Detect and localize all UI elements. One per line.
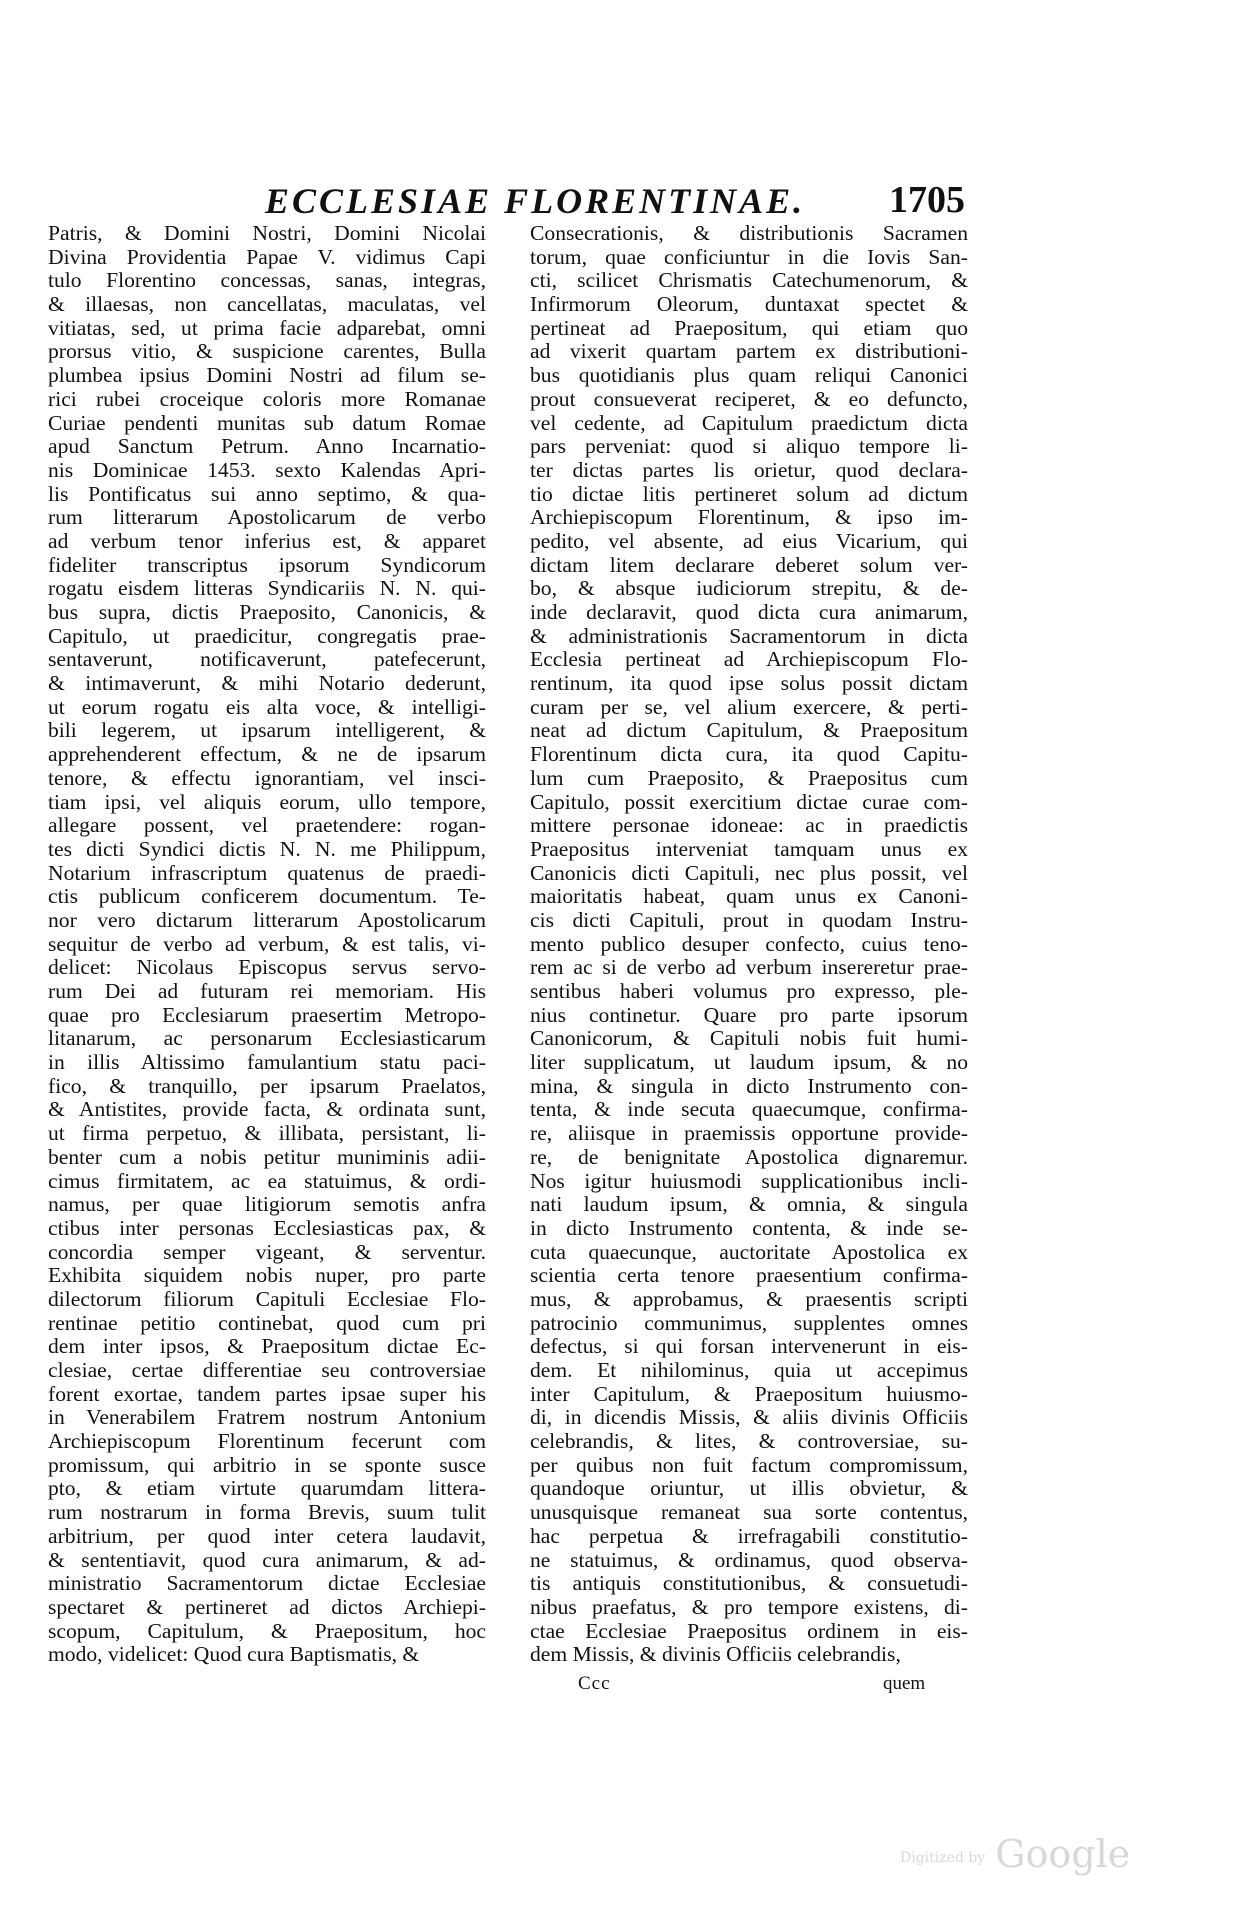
text-line: & sententiavit, quod cura animarum, & ad- bbox=[48, 1548, 486, 1572]
text-line: rum Dei ad futuram rei memoriam. His bbox=[48, 980, 486, 1003]
text-line: rici rubei croceique coloris more Romanae bbox=[48, 387, 486, 411]
text-line: lis Pontificatus sui anno septimo, & qua- bbox=[48, 482, 486, 506]
text-line: Consecrationis, & distributionis Sacramen bbox=[530, 222, 968, 245]
text-line: dictam litem declarare deberet solum ver- bbox=[530, 553, 968, 577]
text-line: rum nostrarum in forma Brevis, suum tulit bbox=[48, 1501, 486, 1525]
text-line: apprehenderent effectum, & ne de ipsarum bbox=[48, 743, 486, 767]
text-line: Canonicorum, & Capituli nobis fuit humi- bbox=[530, 1027, 968, 1051]
text-line: fico, & tranquillo, per ipsarum Praelatos, bbox=[48, 1074, 486, 1098]
text-line: pertineat ad Praepositum, qui etiam quo bbox=[530, 316, 968, 340]
text-line: ut firma perpetuo, & illibata, persistant, li- bbox=[48, 1122, 486, 1146]
text-line: ne statuimus, & ordinamus, quod observa- bbox=[530, 1548, 968, 1572]
text-line: Ecclesia pertineat ad Archiepiscopum Flo- bbox=[530, 648, 968, 672]
text-line: plumbea ipsius Domini Nostri ad filum se- bbox=[48, 364, 486, 388]
text-line: & administrationis Sacramentorum in dicta bbox=[530, 624, 968, 648]
digitization-watermark bbox=[900, 1832, 1160, 1882]
text-line: pars perveniat: quod si aliquo tempore li- bbox=[530, 435, 968, 459]
text-line: tenore, & effectu ignorantiam, vel insci- bbox=[48, 766, 486, 790]
text-line: nis Dominicae 1453. sexto Kalendas Apri- bbox=[48, 458, 486, 482]
text-line: ctis publicum conficerem documentum. Te- bbox=[48, 885, 486, 909]
catchword: quem bbox=[883, 1673, 926, 1694]
text-line: tenta, & inde secuta quaecumque, confirma- bbox=[530, 1098, 968, 1122]
text-line: arbitrium, per quod inter cetera laudavit, bbox=[48, 1524, 486, 1548]
text-line: cis dicti Capituli, prout in quodam Instru- bbox=[530, 908, 968, 932]
running-head bbox=[245, 180, 965, 226]
text-line: rum litterarum Apostolicarum de verbo bbox=[48, 506, 486, 530]
text-line: Notarium infrascriptum quatenus de praedi- bbox=[48, 861, 486, 885]
text-line: & Antistites, provide facta, & ordinata sunt, bbox=[48, 1098, 486, 1122]
text-line: Exhibita siquidem nobis nuper, pro parte bbox=[48, 1264, 486, 1288]
text-line: mittere personae idoneae: ac in praedictis bbox=[530, 814, 968, 838]
text-line: & intimaverunt, & mihi Notario dederunt, bbox=[48, 672, 486, 696]
text-line: re, de benignitate Apostolica dignaremur. bbox=[530, 1145, 968, 1169]
watermark-brand: Google bbox=[995, 1832, 1131, 1876]
text-line: dilectorum filiorum Capituli Ecclesiae Flo- bbox=[48, 1287, 486, 1311]
text-line: dem. Et nihilominus, quia ut accepimus bbox=[530, 1359, 968, 1382]
text-line: delicet: Nicolaus Episcopus servus servo- bbox=[48, 956, 486, 980]
text-line: nius continetur. Quare pro parte ipsorum bbox=[530, 1003, 968, 1027]
text-line: litanarum, ac personarum Ecclesiasticarum bbox=[48, 1027, 486, 1051]
text-line: ctibus inter personas Ecclesiasticas pax, & bbox=[48, 1216, 486, 1240]
text-line: inter Capitulum, & Praepositum huiusmo- bbox=[530, 1382, 968, 1406]
signature-mark: Ccc bbox=[578, 1673, 611, 1694]
text-line: nibus praefatus, & pro tempore existens, di- bbox=[530, 1595, 968, 1619]
running-title: ECCLESIAE FLORENTINAE. bbox=[265, 181, 806, 221]
text-line: per quibus non fuit factum compromissum, bbox=[530, 1453, 968, 1477]
text-line: bus supra, dictis Praeposito, Canonicis, & bbox=[48, 601, 486, 624]
text-line: bo, & absque iudiciorum strepitu, & de- bbox=[530, 577, 968, 601]
text-line: fideliter transcriptus ipsorum Syndicorum bbox=[48, 553, 486, 577]
text-line: & illaesas, non cancellatas, maculatas, vel bbox=[48, 293, 486, 317]
text-line: bili legerem, ut ipsarum intelligerent, & bbox=[48, 719, 486, 743]
text-line: defectus, si qui forsan intervenerunt in eis- bbox=[530, 1335, 968, 1359]
text-line: vel cedente, ad Capitulum praedictum dicta bbox=[530, 411, 968, 435]
text-line: rem ac si de verbo ad verbum insereretur prae- bbox=[530, 956, 968, 980]
text-line: nor vero dictarum litterarum Apostolicarum bbox=[48, 908, 486, 932]
text-line: mina, & singula in dicto Instrumento con- bbox=[530, 1074, 968, 1098]
text-line: prout consueverat reciperet, & eo defuncto, bbox=[530, 387, 968, 411]
text-line: sentibus haberi volumus pro expresso, ple- bbox=[530, 980, 968, 1003]
text-line: nati laudum ipsum, & omnia, & singula bbox=[530, 1193, 968, 1217]
text-line: scopum, Capitulum, & Praepositum, hoc bbox=[48, 1619, 486, 1643]
text-line: concordia semper vigeant, & serventur. bbox=[48, 1240, 486, 1264]
text-line: Archiepiscopum Florentinum fecerunt com bbox=[48, 1430, 486, 1454]
text-line: inde declaravit, quod dicta cura animarum, bbox=[530, 601, 968, 624]
text-line: bus quotidianis plus quam reliqui Canonici bbox=[530, 364, 968, 388]
text-line: Florentinum dicta cura, ita quod Capitu- bbox=[530, 743, 968, 767]
text-line: dem inter ipsos, & Praepositum dictae Ec- bbox=[48, 1335, 486, 1359]
text-line: ad vixerit quartam partem ex distributioni- bbox=[530, 340, 968, 364]
text-line: sequitur de verbo ad verbum, & est talis, vi- bbox=[48, 932, 486, 956]
text-line: neat ad dictum Capitulum, & Praepositum bbox=[530, 719, 968, 743]
text-line: hac perpetua & irrefragabili constitutio- bbox=[530, 1524, 968, 1548]
text-line: ctae Ecclesiae Praepositus ordinem in eis- bbox=[530, 1619, 968, 1643]
text-line: mus, & approbamus, & praesentis scripti bbox=[530, 1287, 968, 1311]
page-number: 1705 bbox=[889, 179, 965, 221]
text-line: Capitulo, possit exercitium dictae curae com- bbox=[530, 790, 968, 814]
text-line: mento publico desuper confecto, cuius teno- bbox=[530, 932, 968, 956]
text-line: Curiae pendenti munitas sub datum Romae bbox=[48, 411, 486, 435]
text-line: torum, quae conficiuntur in die Iovis San- bbox=[530, 245, 968, 269]
text-line: Capitulo, ut praedicitur, congregatis prae- bbox=[48, 624, 486, 648]
text-line: pto, & etiam virtute quarumdam littera- bbox=[48, 1477, 486, 1501]
text-line: Praepositus interveniat tamquam unus ex bbox=[530, 837, 968, 861]
text-line: Patris, & Domini Nostri, Domini Nicolai bbox=[48, 222, 486, 245]
text-line: cti, scilicet Chrismatis Catechumenorum, & bbox=[530, 269, 968, 293]
text-line: tio dictae litis pertineret solum ad dictum bbox=[530, 482, 968, 506]
text-line: lum cum Praeposito, & Praepositus cum bbox=[530, 766, 968, 790]
text-line: dem Missis, & divinis Officiis celebrandis, bbox=[530, 1643, 901, 1667]
text-line: ut eorum rogatu eis alta voce, & intelligi- bbox=[48, 695, 486, 719]
text-line: liter supplicatum, ut laudum ipsum, & no bbox=[530, 1051, 968, 1075]
text-line: ad verbum tenor inferius est, & apparet bbox=[48, 529, 486, 553]
right-text-column bbox=[530, 222, 968, 1667]
text-line: pedito, vel absente, ad eius Vicarium, qui bbox=[530, 529, 968, 553]
text-line: ministratio Sacramentorum dictae Ecclesiae bbox=[48, 1572, 486, 1596]
text-line: celebrandis, & lites, & controversiae, su- bbox=[530, 1430, 968, 1454]
text-line: apud Sanctum Petrum. Anno Incarnatio- bbox=[48, 435, 486, 459]
text-line: spectaret & pertineret ad dictos Archiepi- bbox=[48, 1595, 486, 1619]
text-line: vitiatas, sed, ut prima facie adparebat, omni bbox=[48, 316, 486, 340]
text-line: sentaverunt, notificaverunt, patefecerunt, bbox=[48, 648, 486, 672]
text-line: in dicto Instrumento contenta, & inde se- bbox=[530, 1216, 968, 1240]
text-line: cimus firmitatem, ac ea statuimus, & ordi- bbox=[48, 1169, 486, 1193]
text-line: Archiepiscopum Florentinum, & ipso im- bbox=[530, 506, 968, 530]
text-line: Infirmorum Oleorum, duntaxat spectet & bbox=[530, 293, 968, 317]
text-line: namus, per quae litigiorum semotis anfra bbox=[48, 1193, 486, 1217]
text-line: unusquisque remaneat sua sorte contentus, bbox=[530, 1501, 968, 1525]
text-line: cuta quaecunque, auctoritate Apostolica ex bbox=[530, 1240, 968, 1264]
text-line: di, in dicendis Missis, & aliis divinis Officiis bbox=[530, 1406, 968, 1430]
text-line: Canonicis dicti Capituli, nec plus possit, vel bbox=[530, 861, 968, 885]
text-line: patrocinio communimus, supplentes omnes bbox=[530, 1311, 968, 1335]
text-line: in illis Altissimo famulantium statu paci- bbox=[48, 1051, 486, 1075]
text-line: rentinum, ita quod ipse solus possit dictam bbox=[530, 672, 968, 696]
text-line: ter dictas partes lis orietur, quod declara- bbox=[530, 458, 968, 482]
text-line: Nos igitur huiusmodi supplicationibus incli- bbox=[530, 1169, 968, 1193]
text-line: in Venerabilem Fratrem nostrum Antonium bbox=[48, 1406, 486, 1430]
text-line: prorsus vitio, & suspicione carentes, Bulla bbox=[48, 340, 486, 364]
text-line: tiam ipsi, vel aliquis eorum, ullo tempore, bbox=[48, 790, 486, 814]
text-line: quae pro Ecclesiarum praesertim Metropo- bbox=[48, 1003, 486, 1027]
text-line: forent exortae, tandem partes ipsae super his bbox=[48, 1382, 486, 1406]
text-line: curam per se, vel alium exercere, & perti- bbox=[530, 695, 968, 719]
text-line: re, aliisque in praemissis opportune provide- bbox=[530, 1122, 968, 1146]
text-line: tes dicti Syndici dictis N. N. me Philippum, bbox=[48, 837, 486, 861]
text-line: Divina Providentia Papae V. vidimus Capi bbox=[48, 245, 486, 269]
text-line: scientia certa tenore praesentium confirma- bbox=[530, 1264, 968, 1288]
text-line: rentinae petitio continebat, quod cum pri bbox=[48, 1311, 486, 1335]
text-line: allegare possent, vel praetendere: rogan- bbox=[48, 814, 486, 838]
text-line: modo, videlicet: Quod cura Baptismatis, & bbox=[48, 1643, 420, 1667]
text-line: benter cum a nobis petitur muniminis adii- bbox=[48, 1145, 486, 1169]
text-line: promissum, qui arbitrio in se sponte susce bbox=[48, 1453, 486, 1477]
text-line: tis antiquis constitutionibus, & consuetudi- bbox=[530, 1572, 968, 1596]
text-line: quandoque oriuntur, ut illis obvietur, & bbox=[530, 1477, 968, 1501]
left-text-column bbox=[48, 222, 486, 1667]
text-line: rogatu eisdem litteras Syndicariis N. N. qui- bbox=[48, 577, 486, 601]
watermark-prefix: Digitized by bbox=[900, 1849, 986, 1866]
text-line: clesiae, certae differentiae seu controversiae bbox=[48, 1359, 486, 1382]
text-line: maioritatis habeat, quam unus ex Canoni- bbox=[530, 885, 968, 909]
text-line: tulo Florentino concessas, sanas, integras, bbox=[48, 269, 486, 293]
